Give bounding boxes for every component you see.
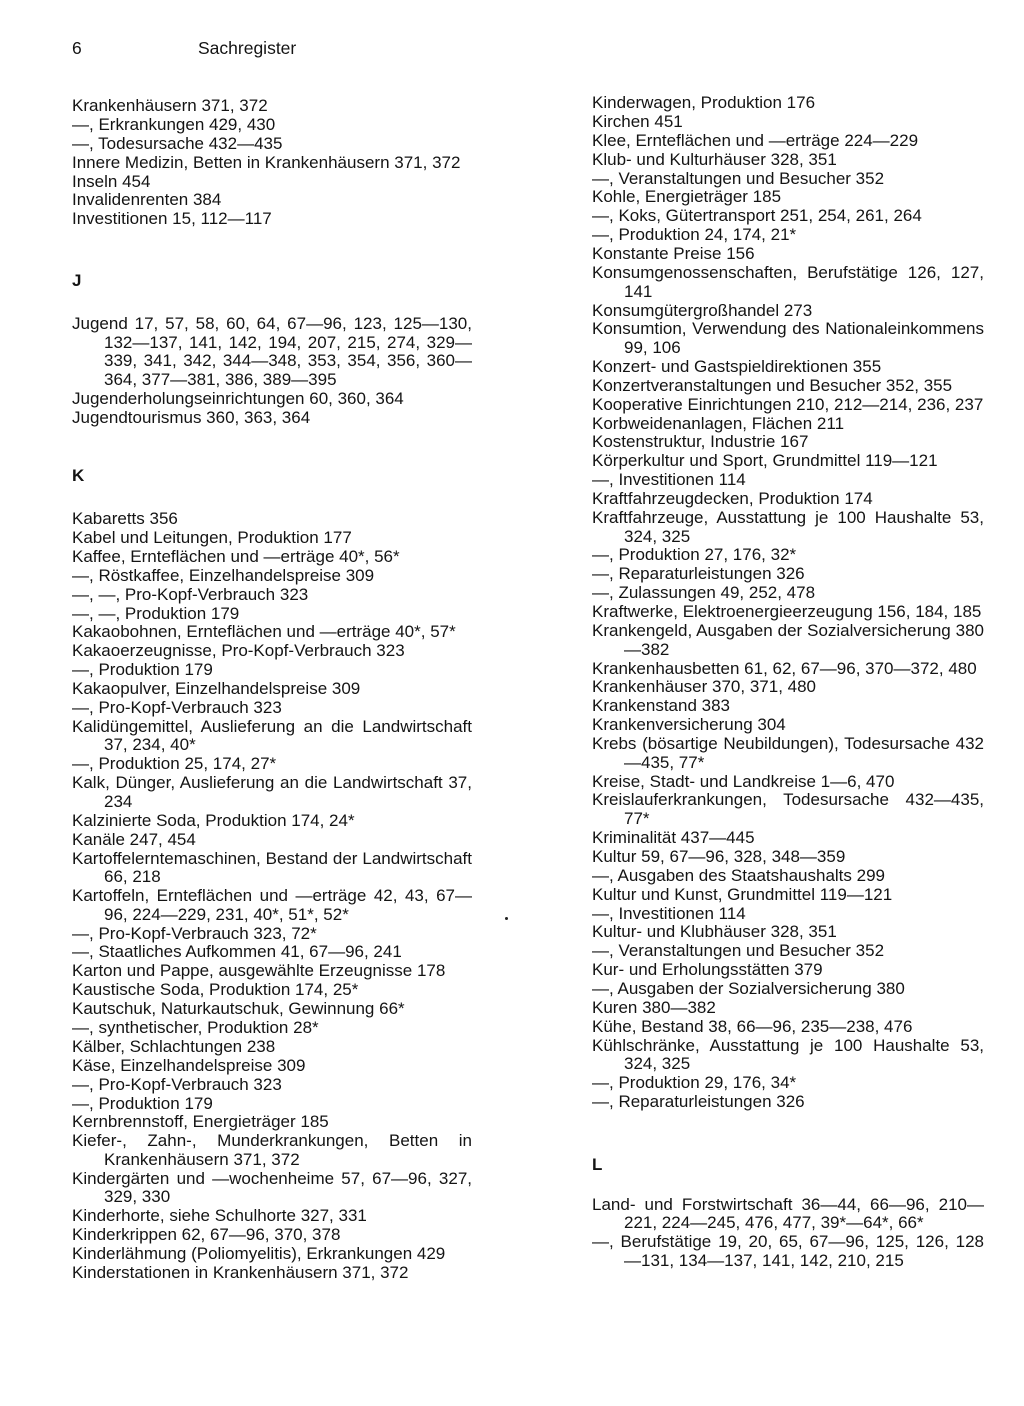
index-entry: Konsumgenossenschaften, Berufstätige 126, 127, 141 [592, 263, 984, 301]
index-entry: Kreise, Stadt- und Landkreise 1—6, 470 [592, 771, 895, 791]
index-entry: Krankenversicherung 304 [592, 715, 786, 735]
index-entry: Krankengeld, Ausgaben der Sozialversicherung 380—382 [592, 621, 984, 659]
index-entry: —, Koks, Gütertransport 251, 254, 261, 264 [592, 206, 922, 226]
index-entry: Kiefer-, Zahn-, Munderkrankungen, Betten in Krankenhäusern 371, 372 [72, 1131, 472, 1169]
index-entry: Kakaobohnen, Ernteflächen und —erträge 40*, 57* [72, 622, 456, 642]
page-number: 6 [72, 38, 82, 58]
index-entry: Kalidüngemittel, Auslieferung an die Landwirtschaft 37, 234, 40* [72, 716, 472, 755]
index-entry: Kautschuk, Naturkautschuk, Gewinnung 66* [72, 999, 405, 1019]
index-entry: Karton und Pappe, ausgewählte Erzeugnisse 178 [72, 961, 446, 981]
index-entry: Kultur und Kunst, Grundmittel 119—121 [592, 884, 893, 904]
index-entry: Kriminalität 437—445 [592, 827, 755, 847]
index-entry: Kartoffeln, Ernteflächen und —erträge 42, 43, 67—96, 224—229, 231, 40*, 51*, 52* [72, 886, 472, 924]
index-entry: —, —, Pro-Kopf-Verbrauch 323 [72, 584, 309, 604]
index-entry: Invalidenrenten 384 [72, 190, 222, 210]
index-entry: Kur- und Erholungsstätten 379 [592, 960, 823, 980]
index-entry: Kaustische Soda, Produktion 174, 25* [72, 980, 359, 1000]
index-entry: Klee, Ernteflächen und —erträge 224—229 [592, 130, 919, 150]
index-entry: —, Röstkaffee, Einzelhandelspreise 309 [72, 565, 375, 585]
index-entry: Krankenhausbetten 61, 62, 67—96, 370—372, 480 [592, 658, 977, 678]
index-entry: Korbweidenanlagen, Flächen 211 [592, 413, 845, 433]
index-entry: Krankenhäusern 371, 372 [72, 96, 268, 115]
index-group-k [72, 510, 472, 1282]
section-letter-k: K [72, 466, 85, 486]
index-group-top [72, 97, 472, 229]
index-entry: Land- und Forstwirtschaft 36—44, 66—96, 210—221, 224—245, 476, 477, 39*—64*, 66* [592, 1194, 984, 1233]
index-entry: Inseln 454 [72, 171, 151, 191]
index-entry: —, Investitionen 114 [592, 470, 746, 490]
index-entry: Konzert- und Gastspieldirektionen 355 [592, 356, 882, 376]
index-entry: Kalzinierte Soda, Produktion 174, 24* [72, 810, 355, 830]
index-entry: Kanäle 247, 454 [72, 829, 196, 849]
index-entry: Kartoffelerntemaschinen, Bestand der Landwirtschaft 66, 218 [72, 848, 472, 887]
index-group-l [592, 1196, 984, 1271]
index-entry: —, Veranstaltungen und Besucher 352 [592, 168, 885, 188]
index-entry: Kabaretts 356 [72, 509, 178, 529]
index-entry: Kälber, Schlachtungen 238 [72, 1036, 276, 1056]
index-entry: Kühe, Bestand 38, 66—96, 235—238, 476 [592, 1016, 913, 1036]
print-speck [505, 917, 508, 920]
index-entry: Kinderhorte, siehe Schulhorte 327, 331 [72, 1206, 367, 1226]
index-entry: Kakaoerzeugnisse, Pro-Kopf-Verbrauch 323 [72, 641, 405, 661]
index-entry: Kinderwagen, Produktion 176 [592, 93, 816, 112]
index-entry: Kraftfahrzeuge, Ausstattung je 100 Haushalte 53, 324, 325 [592, 508, 984, 546]
index-entry: —, Ausgaben der Sozialversicherung 380 [592, 979, 905, 999]
index-entry: —, synthetischer, Produktion 28* [72, 1017, 319, 1037]
index-entry: Kuren 380—382 [592, 997, 716, 1017]
index-entry: Kakaopulver, Einzelhandelspreise 309 [72, 679, 361, 699]
index-entry: —, Investitionen 114 [592, 903, 746, 923]
index-entry: Kraftfahrzeugdecken, Produktion 174 [592, 489, 873, 509]
index-entry: Kinderlähmung (Poliomyelitis), Erkrankungen 429 [72, 1244, 446, 1264]
index-entry: —, Produktion 29, 176, 34* [592, 1073, 797, 1093]
index-entry: —, Produktion 25, 174, 27* [72, 754, 277, 774]
index-entry: Konsumgütergroßhandel 273 [592, 300, 813, 320]
index-group-j [72, 315, 472, 427]
page-header [72, 37, 296, 59]
index-entry: Kernbrennstoff, Energieträger 185 [72, 1112, 329, 1132]
index-entry: Kreislauferkrankungen, Todesursache 432—435, 77* [592, 790, 984, 829]
index-entry: Konstante Preise 156 [592, 244, 755, 264]
index-entry: Körperkultur und Sport, Grundmittel 119—121 [592, 451, 938, 471]
index-entry: —, Pro-Kopf-Verbrauch 323 [72, 698, 282, 717]
index-entry: Klub- und Kulturhäuser 328, 351 [592, 149, 837, 169]
index-entry: —, Produktion 24, 174, 21* [592, 225, 797, 245]
index-entry: —, Ausgaben des Staatshaushalts 299 [592, 865, 885, 885]
index-entry: Käse, Einzelhandelspreise 309 [72, 1055, 306, 1075]
index-entry: Kühlschränke, Ausstattung je 100 Haushalte 53, 324, 325 [592, 1035, 984, 1074]
index-entry: —, Produktion 179 [72, 660, 213, 680]
index-entry: Krankenhäuser 370, 371, 480 [592, 677, 817, 697]
index-entry: Jugendtourismus 360, 363, 364 [72, 407, 311, 427]
index-entry: Kooperative Einrichtungen 210, 212—214, 236, 237 [592, 394, 984, 414]
page-title: Sachregister [198, 38, 297, 58]
index-entry: Jugenderholungseinrichtungen 60, 360, 364 [72, 388, 404, 408]
index-group-k-continued [592, 94, 984, 1112]
index-entry: —, Erkrankungen 429, 430 [72, 114, 276, 134]
index-entry: —, Pro-Kopf-Verbrauch 323, 72* [72, 923, 317, 943]
index-column-right [592, 94, 984, 1271]
index-entry: —, Staatliches Aufkommen 41, 67—96, 241 [72, 942, 402, 962]
index-entry: —, Reparaturleistungen 326 [592, 1092, 805, 1112]
index-entry: Investitionen 15, 112—117 [72, 209, 272, 229]
index-entry: Krankenstand 383 [592, 696, 730, 716]
index-entry: Kinderstationen in Krankenhäusern 371, 372 [72, 1262, 409, 1282]
index-entry: —, Produktion 179 [72, 1093, 213, 1113]
index-entry: Kindergärten und —wochenheime 57, 67—96, 327, 329, 330 [72, 1168, 472, 1207]
index-entry: —, Pro-Kopf-Verbrauch 323 [72, 1074, 282, 1094]
index-entry: —, Produktion 27, 176, 32* [592, 545, 797, 565]
index-entry: Krebs (bösartige Neubildungen), Todesursache 432—435, 77* [592, 734, 984, 772]
index-entry: Jugend 17, 57, 58, 60, 64, 67—96, 123, 125—130, 132—137, 141, 142, 194, 207, 215, 274, 329—339, 341, 342, 344—348, 353, 354, 356, 360—364, 377—381, 386, 389—395 [72, 313, 472, 389]
index-entry: Kinderkrippen 62, 67—96, 370, 378 [72, 1225, 341, 1245]
section-letter-l: L [592, 1154, 603, 1174]
index-entry: Kultur 59, 67—96, 328, 348—359 [592, 846, 846, 866]
index-entry: —, Reparaturleistungen 326 [592, 564, 805, 584]
index-entry: Innere Medizin, Betten in Krankenhäusern 371, 372 [72, 152, 461, 172]
index-column-left [72, 97, 472, 1283]
index-entry: Kaffee, Ernteflächen und —erträge 40*, 56* [72, 546, 400, 566]
section-letter-j: J [72, 270, 82, 290]
index-entry: Kostenstruktur, Industrie 167 [592, 432, 809, 452]
index-entry: Kultur- und Klubhäuser 328, 351 [592, 922, 837, 942]
index-entry: —, Zulassungen 49, 252, 478 [592, 583, 816, 603]
index-entry: Kalk, Dünger, Auslieferung an die Landwirtschaft 37, 234 [72, 773, 472, 811]
index-entry: —, —, Produktion 179 [72, 603, 240, 623]
index-entry: Kohle, Energieträger 185 [592, 187, 782, 207]
index-entry: Konsumtion, Verwendung des Nationaleinkommens 99, 106 [592, 319, 984, 357]
index-entry: Kabel und Leitungen, Produktion 177 [72, 527, 352, 547]
index-entry: Konzertveranstaltungen und Besucher 352, 355 [592, 375, 953, 395]
index-entry: Kirchen 451 [592, 111, 683, 131]
index-entry: —, Todesursache 432—435 [72, 133, 283, 153]
index-entry: —, Veranstaltungen und Besucher 352 [592, 941, 885, 961]
index-entry: Kraftwerke, Elektroenergieerzeugung 156, 184, 185 [592, 602, 982, 622]
index-entry: —, Berufstätige 19, 20, 65, 67—96, 125, 126, 128—131, 134—137, 141, 142, 210, 215 [592, 1232, 984, 1270]
